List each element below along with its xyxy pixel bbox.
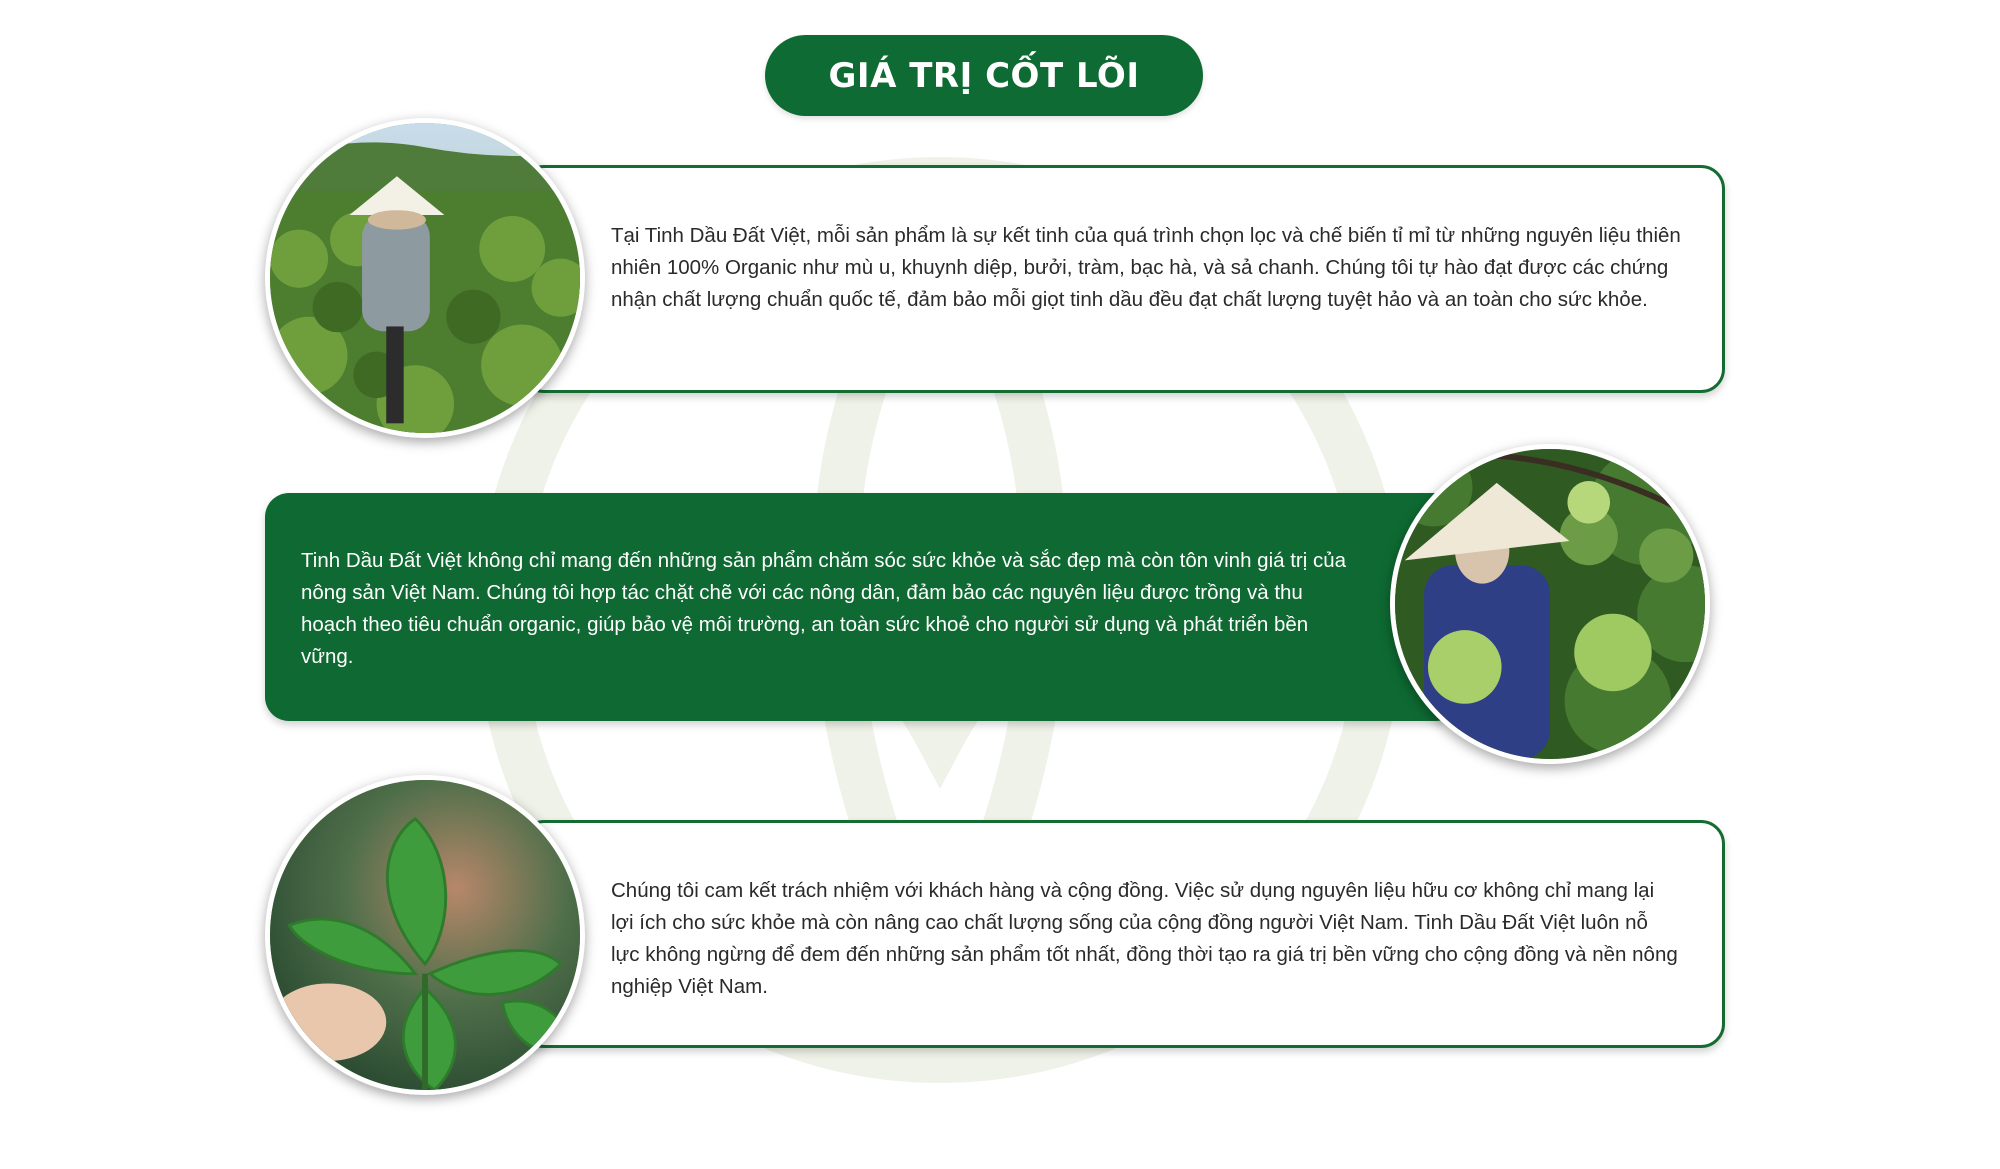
core-value-card-1 bbox=[520, 165, 1725, 393]
mint-leaves-image bbox=[270, 780, 580, 1090]
farmer-pomelo-image bbox=[1395, 449, 1705, 759]
core-value-card-3 bbox=[520, 820, 1725, 1048]
photo-mint-leaves bbox=[265, 775, 585, 1095]
photo-farmer-pomelo bbox=[1390, 444, 1710, 764]
core-value-text-2: Tinh Dầu Đất Việt không chỉ mang đến những sản phẩm chăm sóc sức khỏe và sắc đẹp mà còn tôn vinh giá trị của nông sản Việt Nam. Chúng tôi hợp tác chặt chẽ với các nông dân, đảm bảo các nguyên liệu được trồng và thu hoạch theo tiêu chuẩn organic, giúp bảo vệ môi trường, an toàn sức khoẻ cho người sử dụng và phát triển bền vững. bbox=[301, 549, 1347, 668]
section-title-text: GIÁ TRỊ CỐT LÕI bbox=[828, 55, 1140, 96]
core-value-text-1: Tại Tinh Dầu Đất Việt, mỗi sản phẩm là sự kết tinh của quá trình chọn lọc và chế biến tỉ mỉ từ những nguyên liệu thiên nhiên 100% Organic như mù u, khuynh diệp, bưởi, tràm, bạc hà, và sả chanh. Chúng tôi tự hào đạt được các chứng nhận chất lượng chuẩn quốc tế, đảm bảo mỗi giọt tinh dầu đều đạt chất lượng tuyệt hảo và an toàn cho sức khỏe. bbox=[611, 224, 1681, 311]
core-value-text-3: Chúng tôi cam kết trách nhiệm với khách hàng và cộng đồng. Việc sử dụng nguyên liệu hữu cơ không chỉ mang lại lợi ích cho sức khỏe mà còn nâng cao chất lượng sống của cộng đồng người Việt Nam. Tinh Dầu Đất Việt luôn nỗ lực không ngừng để đem đến những sản phẩm tốt nhất, đồng thời tạo ra giá trị bền vững cho cộng đồng và nền nông nghiệp Việt Nam. bbox=[611, 879, 1678, 998]
farmer-field-image bbox=[270, 123, 580, 433]
core-value-card-2 bbox=[265, 493, 1460, 721]
photo-farmer-field bbox=[265, 118, 585, 438]
section-title bbox=[765, 35, 1203, 116]
